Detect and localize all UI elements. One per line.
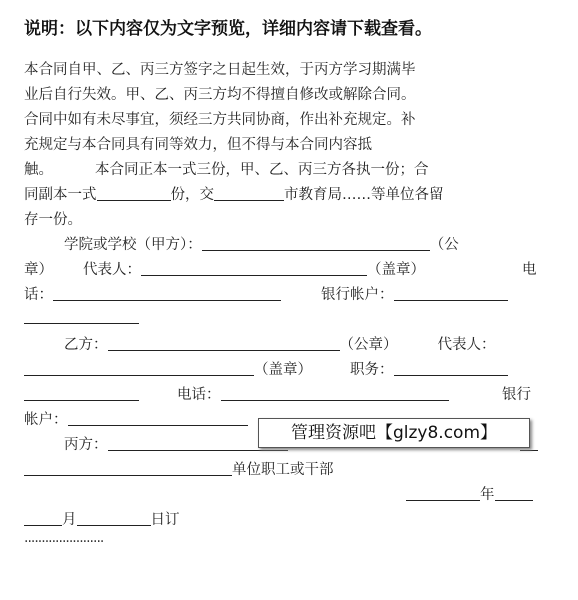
text: 银行帐户： [321, 287, 394, 303]
party-b-line [24, 360, 508, 380]
blank-year [406, 485, 480, 501]
party-c-line [24, 460, 334, 480]
date-line [24, 510, 180, 530]
text: 代表人： [83, 262, 141, 278]
party-b-label: 乙方： [64, 337, 108, 353]
watermark-banner: 管理资源吧【glzy8.com】 [258, 418, 530, 448]
text: （盖章） [367, 262, 425, 278]
blank-party-c-unit [24, 460, 232, 476]
paragraph-line: 业后自行失效。甲、乙、丙三方均不得擅自修改或解除合同。 [24, 87, 416, 103]
text: （公章） [339, 337, 398, 353]
blank-month-lead [495, 485, 533, 501]
text: 单位职工或干部 [232, 462, 334, 478]
blank-party-b-phone [221, 385, 449, 401]
blank-party-b-title-cont [24, 385, 139, 401]
date-month: 月 [62, 512, 77, 528]
paragraph-line: 本合同自甲、乙、丙三方签字之日起生效，于丙方学习期满毕 [24, 62, 416, 78]
text: 同副本一式 [24, 187, 97, 203]
paragraph-line: 合同中如有未尽事宜，须经三方共同协商，作出补充规定。补 [24, 112, 416, 128]
blank-party-b-title [394, 360, 508, 376]
blank-party-a-bank [394, 285, 508, 301]
blank-day [77, 510, 151, 526]
text: （盖章） [254, 362, 312, 378]
preview-notice: 说明：以下内容仅为文字预览，详细内容请下载查看。 [24, 19, 432, 39]
text: （公 [429, 237, 459, 253]
paragraph-line [24, 185, 444, 205]
text: 代表人： [437, 337, 496, 353]
party-a-line [24, 308, 139, 328]
paragraph-line [24, 160, 429, 180]
text: 触。 [24, 162, 53, 178]
blank-party-a-rep [141, 260, 367, 276]
paragraph-line: 存一份。 [24, 212, 82, 228]
text: 本合同正本一式三份，甲、乙、丙三方各执一份；合 [95, 162, 429, 178]
text: 帐户： [24, 412, 68, 428]
text: 份，交 [170, 187, 214, 203]
blank-party-a-name [202, 235, 430, 251]
blank-party-a-phone [53, 285, 281, 301]
date-line [406, 485, 533, 505]
blank-month [24, 510, 62, 526]
date-year: 年 [480, 487, 495, 503]
text: 市教育局……等单位各留 [284, 187, 444, 203]
date-day: 日订 [150, 512, 180, 528]
blank-party-b-name [108, 335, 340, 351]
party-a-line [24, 260, 425, 280]
party-c-line [64, 435, 288, 455]
party-b-line [64, 335, 496, 355]
blank-copies-count [97, 185, 171, 201]
text: 银行 [502, 387, 531, 403]
party-a-line [24, 285, 508, 305]
text: 章） [24, 262, 53, 278]
text: 电 [522, 262, 537, 278]
party-a-label: 学院或学校（甲方）： [64, 237, 202, 253]
blank-party-b-rep [24, 360, 254, 376]
party-b-line [24, 410, 248, 430]
paragraph-line: 充规定与本合同具有同等效力，但不得与本合同内容抵 [24, 137, 372, 153]
blank-party-a-bank-cont [24, 308, 139, 324]
text: 话： [24, 287, 53, 303]
party-c-label: 丙方： [64, 437, 108, 453]
party-a-line [64, 235, 459, 255]
text: 电话： [177, 387, 221, 403]
party-b-line [24, 385, 449, 405]
text: 职务： [350, 362, 394, 378]
blank-city [214, 185, 284, 201]
dotted-separator: ······················· [24, 534, 104, 550]
blank-party-b-bank [68, 410, 248, 426]
